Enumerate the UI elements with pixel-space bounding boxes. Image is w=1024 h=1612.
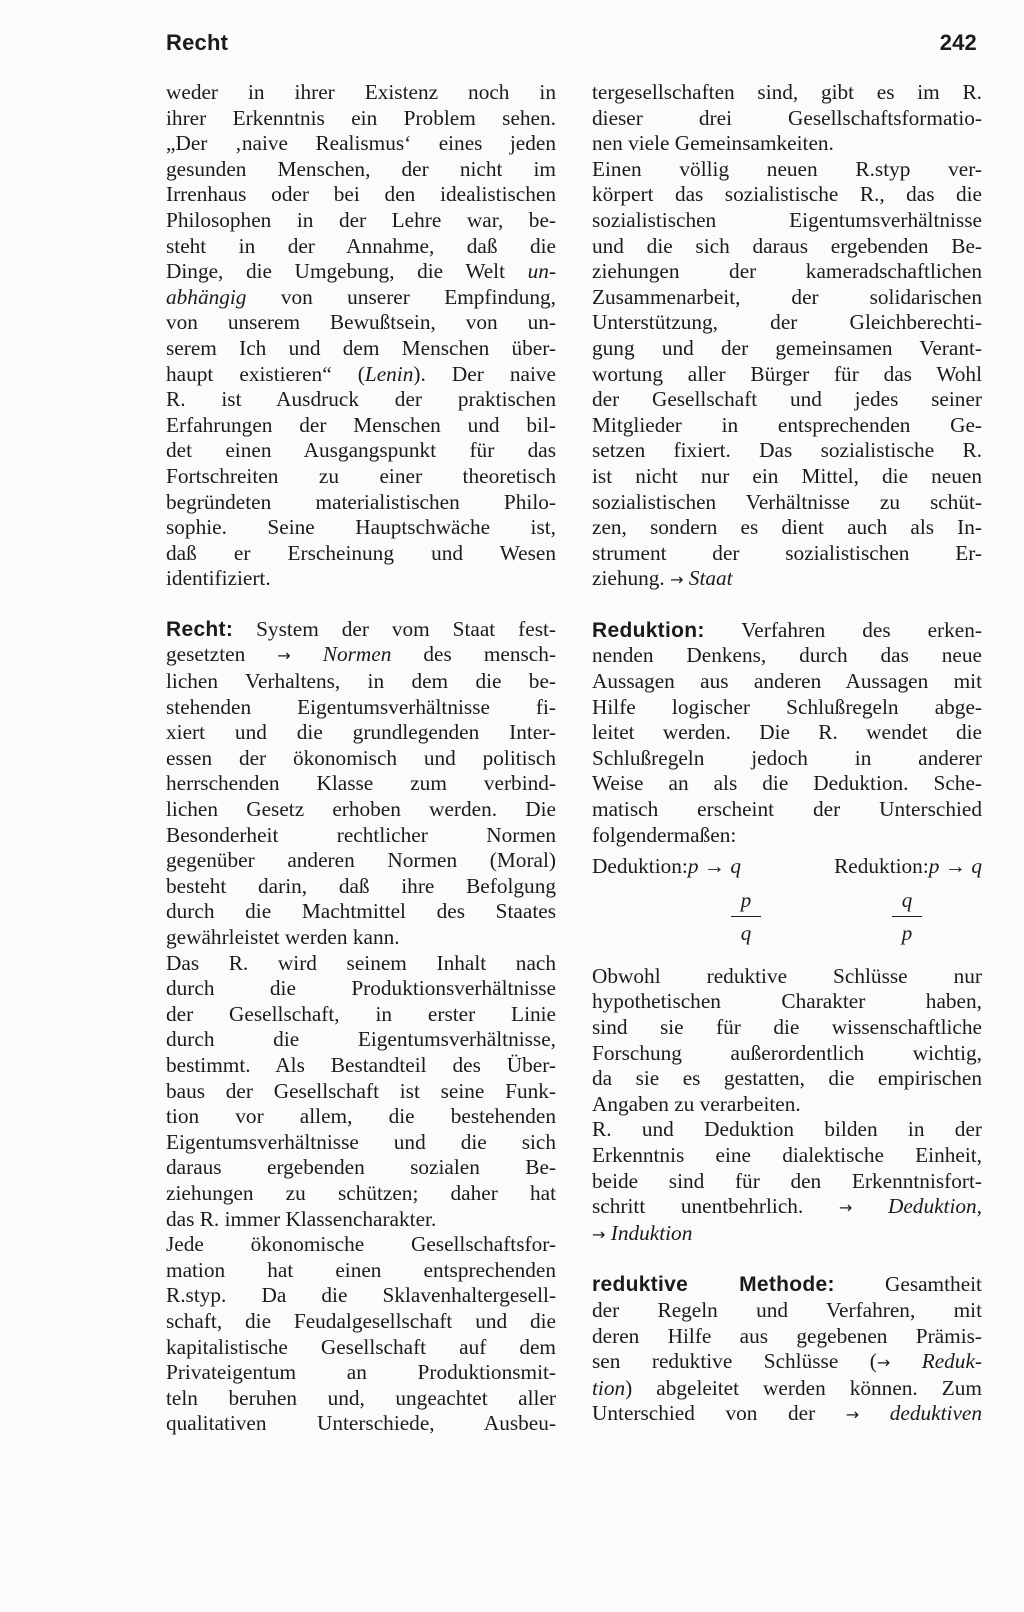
entry-headword: reduktive Methode:	[592, 1273, 835, 1297]
text-run: Dinge, die Umgebung, die Welt	[166, 259, 528, 284]
cross-reference-arrow-icon: →	[592, 1224, 606, 1244]
text-run: System der vom Staat fest-	[233, 616, 556, 641]
text-line: begründeten materialistischen Philo-	[166, 489, 556, 514]
cross-reference-arrow-icon: →	[876, 1353, 891, 1373]
text-line: sozialistischen Verhältnisse zu schüt-	[592, 489, 982, 514]
text-run: schritt unentbehrlich.	[592, 1194, 839, 1219]
text-run: von unserer Empfindung,	[246, 284, 556, 309]
text-line: Das R. wird seinem Inhalt nach	[166, 950, 556, 975]
text-line: setzen fixiert. Das sozialistische R.	[592, 438, 982, 463]
entry-headword: Recht:	[166, 617, 234, 641]
text-line: Einen völlig neuen R.styp ver-	[592, 156, 982, 181]
entry-gap	[592, 1247, 982, 1272]
entry-realismus-continuation	[166, 80, 556, 592]
text-line: leitet werden. Die R. wendet die	[592, 720, 982, 745]
text-line: teln beruhen und, ungeachtet aller	[166, 1385, 556, 1410]
entry-recht-continuation	[592, 80, 982, 593]
emphasis-text: un-	[527, 259, 556, 284]
text-line: Erkenntnis eine dialektische Einheit,	[592, 1142, 982, 1167]
text-line: Eigentumsverhältnisse und die sich	[166, 1129, 556, 1154]
entry-reduktion	[592, 618, 982, 1247]
left-column	[166, 80, 556, 1437]
text-line: Philosophen in der Lehre war, be-	[166, 207, 556, 232]
text-run: Gesamtheit	[834, 1272, 982, 1297]
text-line: Aussagen aus anderen Aussagen mit	[592, 669, 982, 694]
text-line: sind sie für die wissenschaftliche	[592, 1015, 982, 1039]
text-line	[592, 1272, 982, 1298]
emphasis-text: abhängig	[166, 284, 247, 309]
text-run: Unterschied von der	[592, 1401, 846, 1426]
text-line: beide sind für den Erkenntnisfort-	[592, 1168, 982, 1193]
cross-reference-link[interactable]: tion	[592, 1375, 626, 1400]
text-line: det einen Ausgangspunkt für das	[166, 438, 556, 463]
page-number: 242	[939, 30, 977, 55]
running-head-left: Recht	[166, 30, 229, 55]
text-run: ) abgeleitet werden können. Zum	[625, 1375, 982, 1400]
formula-reduktion	[834, 854, 982, 880]
text-line: besteht darin, daß ihre Befolgung	[166, 873, 556, 898]
entry-recht	[166, 617, 556, 1437]
fraction-numerator: p	[731, 886, 761, 917]
text-line: deren Hilfe aus gegebenen Prämis-	[592, 1323, 982, 1348]
text-line: Zusammenarbeit, der solidarischen	[592, 284, 982, 309]
cross-reference-link[interactable]: Reduk-	[890, 1349, 982, 1374]
text-line: und die sich daraus ergebenden Be-	[592, 233, 982, 258]
text-run: sen reduktive Schlüsse (	[592, 1349, 877, 1374]
text-line: xiert und die grundlegenden Inter-	[166, 720, 556, 745]
formula-label: Reduktion:	[834, 854, 929, 879]
text-line: durch die Produktionsverhältnisse	[166, 976, 556, 1001]
text-line: Fortschreiten zu einer theoretisch	[166, 463, 556, 488]
entry-gap	[166, 592, 556, 617]
text-line	[166, 642, 556, 669]
text-line: gegenüber anderen Normen (Moral)	[166, 848, 556, 873]
text-line: bestimmt. Als Bestandteil des Über-	[166, 1052, 556, 1077]
text-line: gewährleistet werden kann.	[166, 925, 400, 949]
cross-reference-arrow-icon: →	[845, 1405, 860, 1425]
text-line: durch die Machtmittel des Staates	[166, 899, 556, 924]
text-line: Obwohl reduktive Schlüsse nur	[592, 963, 982, 988]
cross-reference-arrow-icon: →	[670, 570, 684, 590]
text-line: Unterstützung, der Gleichberechti-	[592, 310, 982, 335]
text-line: ist nicht nur ein Mittel, die neuen	[592, 463, 982, 488]
cross-reference-link[interactable]: Induktion	[605, 1220, 693, 1245]
text-line: serem Ich und dem Menschen über-	[166, 335, 556, 360]
text-run: ziehung.	[592, 566, 671, 591]
text-line: Besonderheit rechtlicher Normen	[166, 822, 556, 847]
text-line: ziehungen der kameradschaftlichen	[592, 259, 982, 284]
text-line: schaft, die Feudalgesellschaft und die	[166, 1308, 556, 1333]
formula-expression: p → q	[928, 854, 982, 879]
text-line	[592, 1194, 982, 1221]
fraction-reduktion	[892, 886, 922, 947]
formula-label: Deduktion:	[592, 854, 688, 879]
text-line: nenden Denkens, durch das neue	[592, 643, 982, 668]
text-line: der Regeln und Verfahren, mit	[592, 1297, 982, 1322]
text-line: gung und der gemeinsamen Verant-	[592, 335, 982, 360]
text-line	[592, 1401, 982, 1428]
text-run: haupt existieren“ (	[166, 361, 365, 386]
text-line: R.styp. Da die Sklavenhaltergesell-	[166, 1283, 556, 1308]
fraction-denominator: p	[901, 920, 913, 945]
text-line: Forschung außerordentlich wichtig,	[592, 1040, 982, 1065]
formula-fractions	[592, 886, 982, 960]
text-line: Angaben zu verarbeiten.	[592, 1091, 801, 1116]
text-line	[166, 285, 556, 311]
fraction-denominator: q	[740, 920, 752, 945]
cross-reference-arrow-icon: →	[277, 646, 291, 666]
text-line	[166, 617, 556, 643]
cross-reference-link[interactable]: Staat	[683, 566, 733, 591]
text-line: Hilfe logischer Schlußregeln abge-	[592, 694, 982, 719]
text-line	[592, 1376, 982, 1402]
text-line: Irrenhaus oder bei den idealistischen	[166, 182, 556, 207]
right-column	[592, 80, 982, 1428]
text-line: lichen Verhaltens, in dem die be-	[166, 669, 556, 694]
text-line: der Gesellschaft und jedes seiner	[592, 387, 982, 412]
text-run: gesetzten	[166, 642, 278, 667]
text-line	[166, 362, 556, 388]
formula-expression: p → q	[687, 854, 742, 879]
text-line: Jede ökonomische Gesellschaftsfor-	[166, 1232, 556, 1257]
text-run: des mensch-	[391, 642, 556, 667]
text-line: daß er Erscheinung und Wesen	[166, 540, 556, 565]
text-line: sozialistischen Eigentumsverhältnisse	[592, 207, 982, 232]
cross-reference-link[interactable]: Deduktion,	[852, 1194, 982, 1219]
cross-reference-link[interactable]: Normen	[290, 642, 392, 667]
text-line	[592, 566, 982, 593]
text-line: daraus ergebenden sozialen Be-	[166, 1155, 556, 1180]
text-line: Erfahrungen der Menschen und bil-	[166, 412, 556, 437]
text-line: R. ist Ausdruck der praktischen	[166, 387, 556, 412]
fraction-numerator: q	[892, 886, 922, 917]
text-line: da sie es gestatten, die empirischen	[592, 1066, 982, 1091]
text-line: qualitativen Unterschiede, Ausbeu-	[166, 1411, 556, 1436]
text-line: essen der ökonomisch und politisch	[166, 745, 556, 770]
cross-reference-arrow-icon: →	[838, 1198, 853, 1218]
text-line: weder in ihrer Existenz noch in	[166, 80, 556, 104]
fraction-deduktion	[731, 886, 761, 947]
text-line: Weise an als die Deduktion. Sche-	[592, 771, 982, 796]
text-line	[592, 1349, 982, 1376]
text-line: Mitglieder in entsprechenden Ge-	[592, 412, 982, 437]
text-line: das R. immer Klassencharakter.	[166, 1206, 437, 1231]
text-line: hypothetischen Charakter haben,	[592, 989, 982, 1014]
text-line: kapitalistische Gesellschaft auf dem	[166, 1334, 556, 1359]
text-line: tion vor allem, die bestehenden	[166, 1104, 556, 1129]
cross-reference-link[interactable]: deduktiven	[859, 1401, 983, 1426]
text-line: der Gesellschaft, in erster Linie	[166, 1001, 556, 1026]
text-run: Verfahren des erken-	[704, 617, 982, 642]
text-line: gesunden Menschen, der nicht im	[166, 156, 556, 181]
text-run: ). Der naive	[413, 361, 557, 386]
entry-headword: Reduktion:	[592, 618, 705, 642]
text-line: folgendermaßen:	[592, 822, 737, 847]
text-line: nen viele Gemeinsamkeiten.	[592, 131, 834, 156]
text-line: matisch erscheint der Unterschied	[592, 797, 982, 822]
entry-reduktive-methode	[592, 1272, 982, 1428]
text-line: baus der Gesellschaft ist seine Funk-	[166, 1078, 556, 1103]
formula-schema	[592, 854, 982, 880]
text-line: stehenden Eigentumsverhältnisse fi-	[166, 694, 556, 719]
text-line: dieser drei Gesellschaftsformatio-	[592, 105, 982, 130]
text-line	[592, 1221, 982, 1248]
text-line: strument der sozialistischen Er-	[592, 540, 982, 565]
text-line: ihrer Erkenntnis ein Problem sehen.	[166, 105, 556, 130]
text-line: mation hat einen entsprechenden	[166, 1257, 556, 1282]
text-line: identifiziert.	[166, 566, 271, 591]
text-line	[592, 618, 982, 644]
text-line	[166, 259, 556, 285]
text-line: Privateigentum an Produktionsmit-	[166, 1360, 556, 1385]
text-line: wortung aller Bürger für das Wohl	[592, 361, 982, 386]
text-line: herrschenden Klasse zum verbind-	[166, 771, 556, 796]
text-line: sophie. Seine Hauptschwäche ist,	[166, 515, 556, 540]
text-line: „Der ‚naive Realismus‘ eines jeden	[166, 131, 556, 156]
text-line: tergesellschaften sind, gibt es im R.	[592, 80, 982, 104]
text-line: durch die Eigentumsverhältnisse,	[166, 1027, 556, 1052]
text-line: steht in der Annahme, daß die	[166, 233, 556, 258]
formula-deduktion	[592, 854, 741, 880]
text-line: von unserem Bewußtsein, von un-	[166, 310, 556, 335]
text-line: lichen Gesetz erhoben werden. Die	[166, 797, 556, 822]
text-line: ziehungen zu schützen; daher hat	[166, 1180, 556, 1205]
text-line: R. und Deduktion bilden in der	[592, 1117, 982, 1142]
text-line: Schlußregeln jedoch in anderer	[592, 745, 982, 770]
text-line: zen, sondern es dient auch als In-	[592, 515, 982, 540]
cited-author: Lenin	[364, 361, 414, 386]
text-line: körpert das sozialistische R., das die	[592, 182, 982, 207]
entry-gap	[592, 593, 982, 618]
